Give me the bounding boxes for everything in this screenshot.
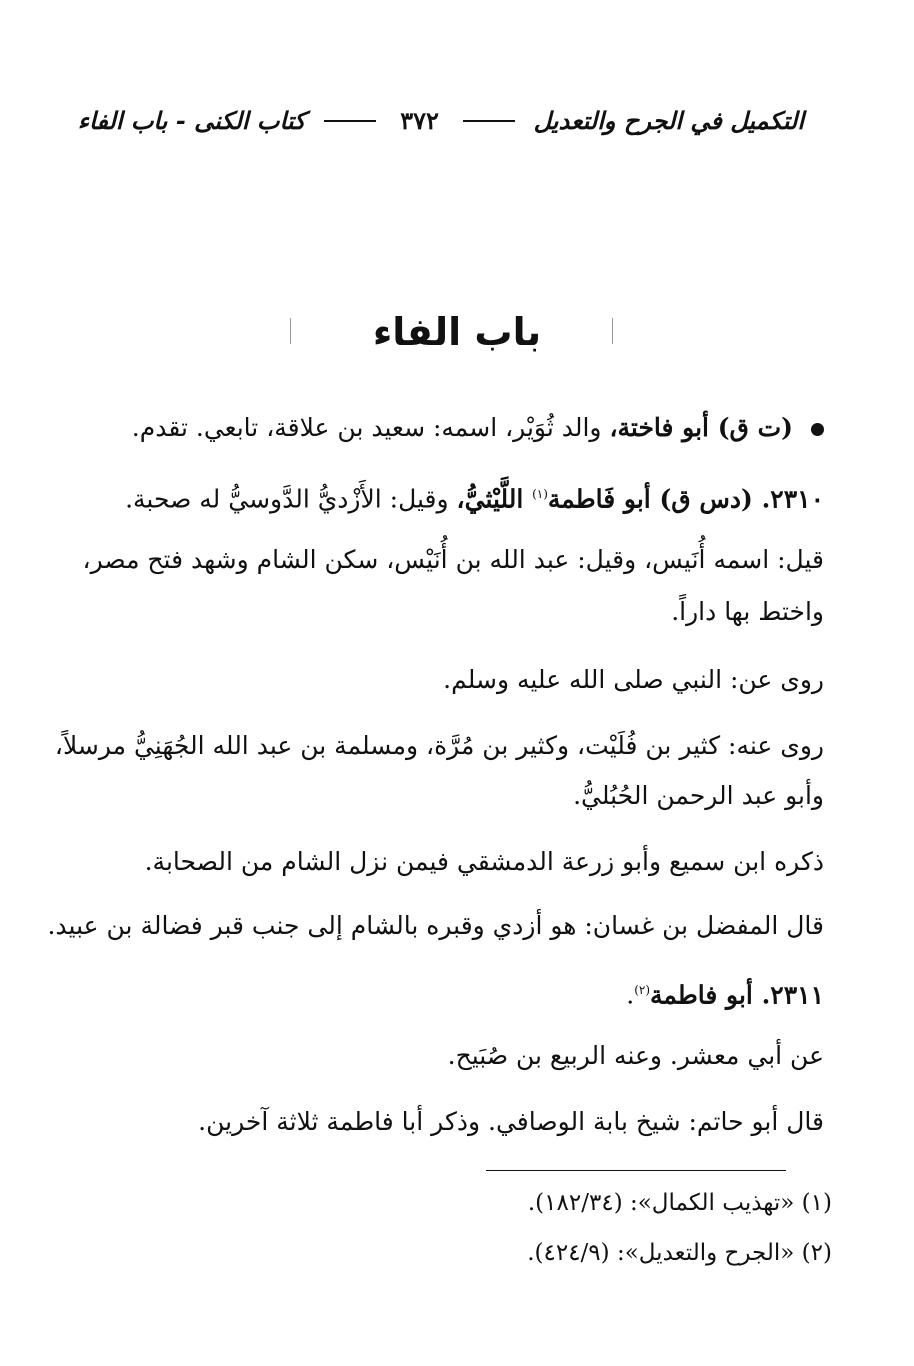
footnote-divider bbox=[486, 1170, 786, 1171]
footnote-1: (١) «تهذيب الكمال»: (١٨٢/٣٤). bbox=[527, 1190, 832, 1216]
paragraph-line: عن أبي معشر. وعنه الربيع بن صُبَيح. bbox=[447, 1041, 824, 1070]
paragraph-line: روى عن: النبي صلى الله عليه وسلم. bbox=[443, 665, 824, 694]
book-title: التكميل في الجرح والتعديل bbox=[533, 106, 804, 135]
entry-2311 bbox=[104, 970, 824, 1015]
paragraph-line: قال أبو حاتم: شيخ بابة الوصافي. وذكر أبا فاطمة ثلاثة آخرين. bbox=[198, 1107, 824, 1136]
entry-end: . bbox=[626, 980, 635, 1010]
chapter-title: باب الفاء bbox=[372, 310, 542, 354]
entry-name-suffix: اللَّيْثيُّ، bbox=[456, 484, 533, 514]
entry-prefix: ٢٣١٠. (دس ق) أبو فَاطمة bbox=[547, 484, 824, 514]
footnote-2: (٢) «الجرح والتعديل»: (٤٢٤/٩). bbox=[527, 1240, 832, 1266]
footnote-ref: (٢) bbox=[634, 983, 651, 997]
header-dash bbox=[324, 120, 376, 122]
paragraph-line: قيل: اسمه أُنَيس، وقيل: عبد الله بن أُنَيْس، سكن الشام وشهد فتح مصر، bbox=[82, 545, 824, 574]
paragraph-line: ذكره ابن سميع وأبو زرعة الدمشقي فيمن نزل الشام من الصحابة. bbox=[144, 847, 824, 876]
entry-text: والد ثُوَيْر، اسمه: سعيد بن علاقة، تابعي. تقدم. bbox=[131, 413, 610, 442]
footnote-ref: (١) bbox=[532, 487, 548, 501]
paragraph-line: قال المفضل بن غسان: هو أزدي وقبره بالشام إلى جنب قبر فضالة بن عبيد. bbox=[47, 911, 824, 940]
paragraph-line: روى عنه: كثير بن فُلَيْت، وكثير بن مُرَّة، ومسلمة بن عبد الله الجُهَنِيُّ مرسلاً، bbox=[54, 731, 824, 760]
entry-text: وقيل: الأَزْديُّ الدَّوسيُّ له صحبة. bbox=[125, 484, 457, 514]
section-title: كتاب الكنى - باب الفاء bbox=[77, 106, 306, 135]
paragraph-line: واختط بها داراً. bbox=[671, 597, 824, 626]
entry-abu-fakhita bbox=[104, 408, 824, 448]
running-header bbox=[77, 104, 804, 144]
entry-prefix: ٢٣١١. أبو فاطمة bbox=[650, 980, 824, 1010]
bullet-icon bbox=[811, 423, 824, 436]
entry-2310 bbox=[104, 474, 824, 519]
entry-prefix: (ت ق) أبو فاختة، bbox=[609, 413, 793, 442]
paragraph-line: وأبو عبد الرحمن الحُبُليُّ. bbox=[573, 781, 824, 810]
header-dash bbox=[463, 120, 515, 122]
page-number: ٣٧٢ bbox=[400, 106, 439, 135]
